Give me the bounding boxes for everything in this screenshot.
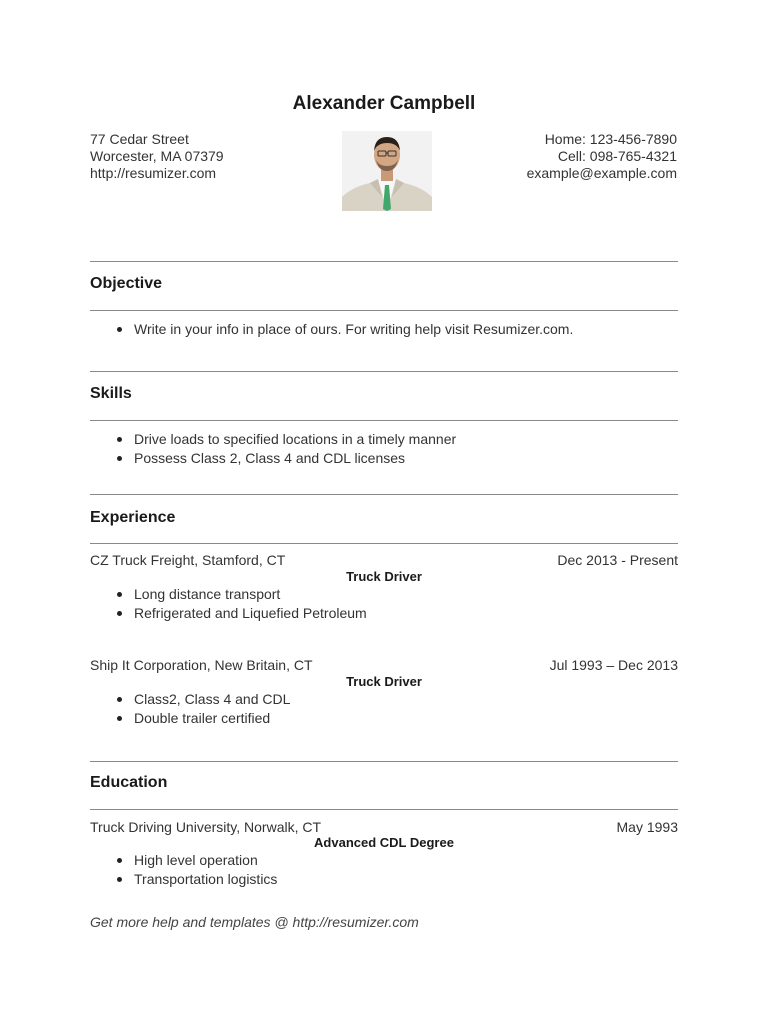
experience-heading: Experience xyxy=(90,509,176,526)
school-name: Truck Driving University, Norwalk, CT xyxy=(90,819,322,835)
job-header xyxy=(90,552,678,569)
objective-list xyxy=(90,320,573,339)
list-item: Drive loads to specified locations in a timely manner xyxy=(134,431,457,447)
list-item: Transportation logistics xyxy=(134,871,278,887)
phone-email-block xyxy=(527,131,677,182)
section-divider xyxy=(90,261,678,262)
job-company: CZ Truck Freight, Stamford, CT xyxy=(90,552,286,568)
education-list xyxy=(90,851,277,889)
list-item: High level operation xyxy=(134,851,277,870)
footer-note: Get more help and templates @ http://resumizer.com xyxy=(90,914,419,930)
street-address: 77 Cedar Street xyxy=(90,131,189,147)
objective-heading: Objective xyxy=(90,275,163,292)
section-divider xyxy=(90,761,678,762)
job-duties-list xyxy=(90,585,367,623)
address-block xyxy=(90,131,224,182)
list-item: Long distance transport xyxy=(134,585,367,604)
section-divider xyxy=(90,543,678,544)
skills-list xyxy=(90,430,456,468)
section-divider xyxy=(90,809,678,810)
home-phone: Home: 123-456-7890 xyxy=(544,131,677,147)
list-item: Double trailer certified xyxy=(134,709,290,728)
job-title: Truck Driver xyxy=(346,674,422,689)
section-divider xyxy=(90,494,678,495)
education-header xyxy=(90,819,678,836)
list-item: Refrigerated and Liquefied Petroleum xyxy=(134,605,367,621)
job-duties-list xyxy=(90,690,290,728)
job-dates: Jul 1993 – Dec 2013 xyxy=(549,657,678,673)
skills-heading: Skills xyxy=(90,385,132,402)
candidate-name: Alexander Campbell xyxy=(292,93,476,114)
cell-phone: Cell: 098-765-4321 xyxy=(557,148,677,164)
profile-photo xyxy=(342,131,432,211)
list-item: Possess Class 2, Class 4 and CDL licenses xyxy=(134,449,456,468)
job-header xyxy=(90,657,678,674)
job-dates: Dec 2013 - Present xyxy=(557,552,678,568)
section-divider xyxy=(90,310,678,311)
section-divider xyxy=(90,371,678,372)
job-company: Ship It Corporation, New Britain, CT xyxy=(90,657,313,673)
city-state-zip: Worcester, MA 07379 xyxy=(90,148,224,164)
degree-title: Advanced CDL Degree xyxy=(314,835,454,850)
section-divider xyxy=(90,420,678,421)
list-item: Class2, Class 4 and CDL xyxy=(134,691,291,707)
graduation-date: May 1993 xyxy=(616,819,678,835)
email-link[interactable]: example@example.com xyxy=(526,165,677,181)
job-title: Truck Driver xyxy=(346,569,422,584)
website-link[interactable]: http://resumizer.com xyxy=(90,165,217,181)
list-item: Write in your info in place of ours. For writing help visit Resumizer.com. xyxy=(134,321,574,337)
education-heading: Education xyxy=(90,774,168,791)
